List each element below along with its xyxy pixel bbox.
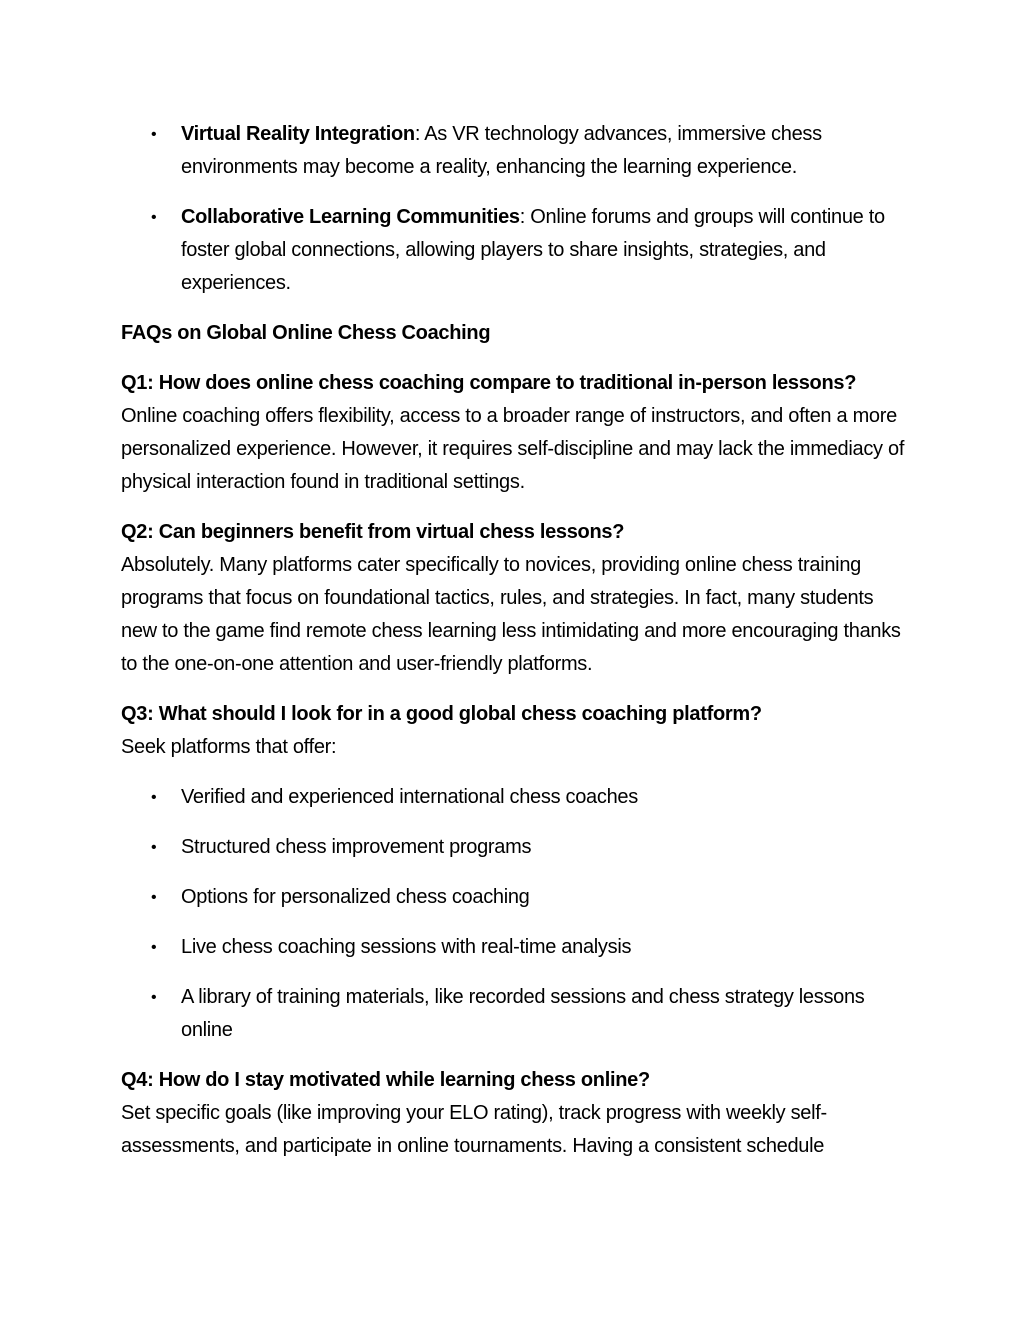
bullet-icon: •: [151, 939, 157, 956]
faq-q2: [121, 516, 911, 681]
list-item: [121, 931, 911, 964]
list-item: [121, 781, 911, 814]
bullet-icon: •: [151, 989, 157, 1006]
faq-question: Q4: How do I stay motivated while learning chess online?: [121, 1069, 650, 1091]
bullet-icon: •: [151, 839, 157, 856]
list-item-term: Virtual Reality Integration: [181, 123, 415, 145]
bullet-icon: •: [151, 789, 157, 806]
list-item: [121, 201, 911, 300]
faq-answer: Seek platforms that offer:: [121, 736, 337, 758]
list-item-text: : As VR technology advances, immersive chess environments may become a reality, enhancing the learning experience.: [181, 123, 822, 178]
faq-answer: Online coaching offers flexibility, access to a broader range of instructors, and often a more personalized experience. However, it requires self-discipline and may lack the immediacy of physical interaction found in traditional settings.: [121, 405, 905, 493]
faq-heading: FAQs on Global Online Chess Coaching: [121, 322, 491, 344]
future-trends-list: [121, 118, 911, 300]
faq-question: Q2: Can beginners benefit from virtual chess lessons?: [121, 521, 625, 543]
faq-q3: [121, 698, 911, 764]
list-item-text: Structured chess improvement programs: [181, 836, 532, 858]
document-page: [121, 118, 911, 1180]
faq-question: Q1: How does online chess coaching compare to traditional in-person lessons?: [121, 372, 857, 394]
list-item-text: Options for personalized chess coaching: [181, 886, 530, 908]
faq-q4: [121, 1064, 911, 1163]
list-item: [121, 831, 911, 864]
list-item-text: A library of training materials, like recorded sessions and chess strategy lessons online: [181, 986, 865, 1041]
list-item: [121, 881, 911, 914]
faq-question: Q3: What should I look for in a good global chess coaching platform?: [121, 703, 762, 725]
faq-q1: [121, 367, 911, 499]
faq-answer: Absolutely. Many platforms cater specifically to novices, providing online chess training programs that focus on foundational tactics, rules, and strategies. In fact, many students new to the game find remote chess learning less intimidating and more encouraging thanks to the one-on-one attention and user-friendly platforms.: [121, 554, 901, 675]
list-item: [121, 118, 911, 184]
bullet-icon: •: [151, 126, 157, 143]
bullet-icon: •: [151, 889, 157, 906]
list-item: [121, 981, 911, 1047]
list-item-text: : Online forums and groups will continue to foster global connections, allowing players to share insights, strategies, and experiences.: [181, 206, 885, 294]
list-item-text: Verified and experienced international chess coaches: [181, 786, 638, 808]
list-item-term: Collaborative Learning Communities: [181, 206, 520, 228]
bullet-icon: •: [151, 209, 157, 226]
faq-answer: Set specific goals (like improving your ELO rating), track progress with weekly self-assessments, and participate in online tournaments. Having a consistent schedule: [121, 1102, 827, 1157]
list-item-text: Live chess coaching sessions with real-time analysis: [181, 936, 632, 958]
platform-features-list: [121, 781, 911, 1047]
